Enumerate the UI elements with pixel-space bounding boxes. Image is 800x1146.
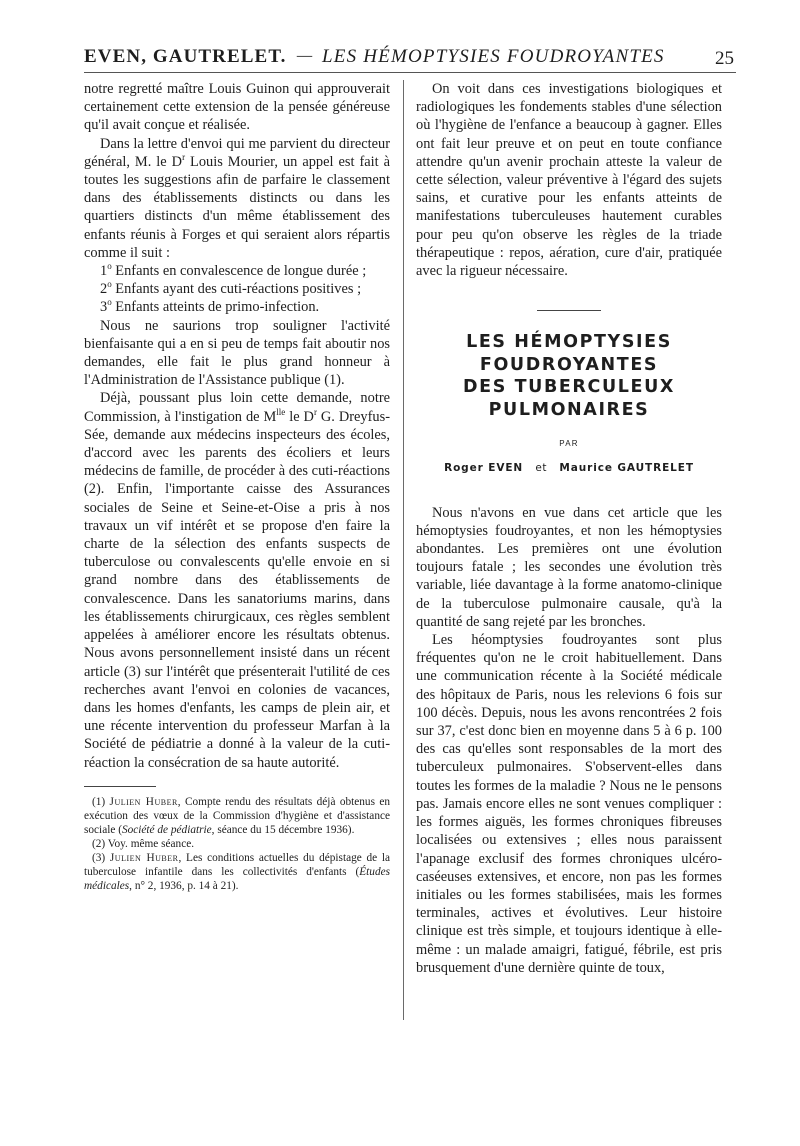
text-segment: G. Dreyfus-Sée, demande aux médecins inspecteurs des écoles, d'accord avec les parents des écoliers et leurs médecins de famille, de procéder à des cuti-réactions (2). Enfin, l'importante caisse des Assurances sociales de Seine et Seine-et-Oise a pris à nos travaux un vif intérêt et se propose d'en faire la charte de la sélection des enfants suspects de tuberculose ou convalescents qu'elle envoie en si grand nombre dans des établissements de convalescence. Dans les sanatoriums marins, dans les établissements chirurgicaux, ces règles semblent appelées à améliorer encore les résultats obtenus. Nous avons personnellement insisté dans un récent article (3) sur l'intérêt que présenterait l'utilité de ces recherches avant l'envoi en colonies de vacances, dans les homes d'enfants, les camps de plein air, et une récente intervention du professeur Marfan à la Société de pédiatrie a donné à la valeur de la cuti-réaction la consécration de sa haute autorité. — [84, 408, 391, 771]
text-segment: , Les conditions actuelles du dépistage de la tuberculose infantile dans les collectivités d'enfants ( — [84, 851, 390, 878]
article-title-line-1: LES HÉMOPTYSIES — [466, 332, 672, 353]
text-segment: o — [107, 279, 112, 290]
byline — [416, 459, 722, 477]
text-segment: On voit dans ces investigations biologiques et radiologiques les fondements stables d'une sélection où l'hygiène de l'enfance a beaucoup à gagner. Elles ont fait leur preuve et on peut en toute confiance attendre qu'un avenir prochain atteste la valeur de cette sélection, valeur préventive à l'égard des sujets sains, et curative pour les enfants atteints de manifestations tuberculeuses hautement curables pour peu qu'on observe les règles de la triade thérapeutique : repos, aération, cure d'air, pratiquée avec la rigueur nécessaire. — [416, 81, 722, 280]
text-segment: Dans la lettre d'envoi qui me parvient du directeur général, M. le D — [84, 135, 390, 170]
article-title — [416, 331, 722, 421]
text-segment: Déjà, poussant plus loin cette demande, notre Commission, à l'instigation de M — [84, 390, 390, 425]
header-dash: — — [296, 46, 313, 66]
article-title-line-3: DES TUBERCULEUX — [463, 377, 675, 398]
footnote-rule — [84, 786, 156, 787]
text-segment: Enfants en convalescence de longue durée ; — [111, 263, 367, 280]
text-segment: Études médicales — [84, 865, 390, 892]
par-label: PAR — [559, 439, 579, 449]
text-segment: Julien Huber — [109, 795, 178, 808]
text-segment: Nous n'avons en vue dans cet article que les hémoptysies foudroyantes, et non les hémoptysies abondantes. Les premières ont une évolution toujours fatale ; les secondes une évolution très variable, liée davantage à la forme anatomo-clinique de la tuberculose pulmonaire causale, qu'à la quantité de sang rejeté par les bronches. — [416, 504, 722, 630]
text-segment: , séance du 15 décembre 1936). — [211, 823, 355, 836]
footnote-2 — [84, 837, 390, 851]
list-item-3 — [84, 298, 390, 316]
author-2: Maurice GAUTRELET — [559, 462, 694, 475]
left-column — [84, 80, 390, 893]
header-rule — [84, 72, 736, 73]
byline-et: et — [535, 462, 548, 475]
left-paragraph-3 — [84, 317, 390, 390]
footnote-1 — [84, 795, 390, 837]
text-segment: Louis Mourier, un appel est fait à toutes les suggestions afin de parfaire le classement dans des établissements distincts ou dans les quartiers distincts d'un même établissement des enfants réunis à Forges et qui seraient alors répartis comme il suit : — [84, 153, 390, 261]
text-segment: 3 — [100, 299, 108, 316]
text-segment: r — [313, 406, 317, 417]
list-item-1 — [84, 262, 390, 280]
text-segment: (2) Voy. même séance. — [92, 837, 195, 850]
text-segment: Enfants ayant des cuti-réactions positives ; — [111, 281, 362, 298]
text-segment: lle — [276, 406, 286, 417]
text-segment: Enfants atteints de primo-infection. — [111, 299, 320, 316]
left-paragraph-4 — [84, 389, 390, 771]
text-segment: le D — [285, 408, 314, 425]
article-title-line-2: FOUDROYANTES — [479, 354, 659, 375]
text-segment: Société de pédiatrie — [121, 823, 212, 836]
right-paragraph-2 — [416, 504, 722, 631]
right-column — [416, 80, 722, 977]
page-number: 25 — [715, 48, 734, 69]
article-title-line-4: PULMONAIRES — [488, 399, 650, 420]
right-paragraph-1 — [416, 80, 722, 280]
text-segment: Les héomptysies foudroyantes sont plus fréquentes qu'on ne le croit habituellement. Dans une communication récente à la Société médicale des hôpitaux de Paris, nous les relevions 6 fois sur 100 décès. Depuis, nous les avons rencontrées 2 fois sur 37, c'est donc bien en moyenne dans 5 à 6 p. 100 des cas qu'elles sont responsables de la mort des tuberculeux pulmonaires. S'observent-elles dans toutes les formes de la maladie ? Nous ne le pensons pas. Jamais encore elles ne sont venues compliquer : les formes aiguës, les formes chroniques fibreuses localisées ou extensives ; elles nous paraissent l'apanage exclusif des formes chroniques ulcéro-caséeuses extensives, et encore, non pas les formes initiales ou les formes stabilisées, mais les formes terminales, actives et évolutives. Leur histoire clinique est très simple, et toujours identique à elle-même : un malade amaigri, fatigué, fébrile, est pris brusquement d'une dernière quinte de toux, — [416, 632, 722, 976]
column-divider — [403, 80, 404, 1020]
text-segment: 2 — [100, 281, 108, 298]
article-body — [416, 504, 722, 977]
text-segment: (1) — [92, 795, 110, 808]
left-paragraph-1 — [84, 80, 390, 135]
section-rule — [537, 310, 601, 311]
text-segment: 1 — [100, 263, 108, 280]
header-title: LES HÉMOPTYSIES FOUDROYANTES — [322, 46, 665, 67]
text-segment: , Compte rendu des résultats déjà obtenus en exécution des vœux de la Commission d'hygiène et d'assistance sociale ( — [84, 795, 390, 836]
left-paragraph-2 — [84, 135, 390, 262]
text-segment: r — [182, 152, 186, 163]
list-item-2 — [84, 280, 390, 298]
text-segment: (3) — [92, 851, 110, 864]
text-segment: notre regretté maître Louis Guinon qui approuverait certainement cette extension de la pensée généreuse qu'il avait conçue et réalisée. — [84, 81, 390, 134]
footnote-3 — [84, 851, 390, 893]
text-segment: Julien Huber — [109, 851, 179, 864]
author-1: Roger EVEN — [444, 462, 524, 475]
running-header — [84, 46, 734, 74]
text-segment: , n° 2, 1936, p. 14 à 21). — [129, 879, 239, 892]
text-segment: Nous ne saurions trop souligner l'activité bienfaisante qui a en si peu de temps fait aboutir nos demandes, elle fait le plus grand honneur à l'Administration de l'Assistance publique (1). — [84, 317, 390, 389]
right-paragraph-3 — [416, 631, 722, 977]
header-authors: EVEN, GAUTRELET. — [84, 46, 287, 67]
text-segment: o — [107, 261, 112, 272]
text-segment: o — [107, 297, 112, 308]
